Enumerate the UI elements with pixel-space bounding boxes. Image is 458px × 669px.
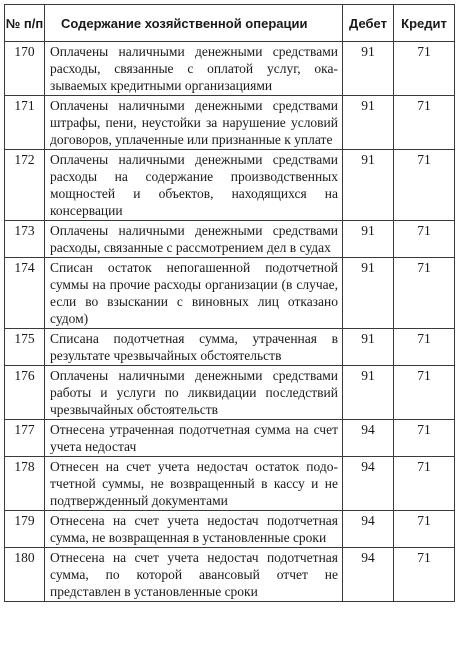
table-row [5, 420, 455, 457]
row-debit: 91 [343, 221, 394, 258]
row-credit: 71 [394, 366, 455, 420]
row-number: 175 [5, 329, 45, 366]
row-number: 171 [5, 96, 45, 150]
row-debit: 91 [343, 42, 394, 96]
row-description: Отнесена утраченная подотчетная сумма на счет учета недостач [45, 420, 343, 457]
row-credit: 71 [394, 258, 455, 329]
row-number: 180 [5, 548, 45, 602]
table-row [5, 150, 455, 221]
row-credit: 71 [394, 221, 455, 258]
row-number: 174 [5, 258, 45, 329]
row-credit: 71 [394, 457, 455, 511]
row-debit: 91 [343, 150, 394, 221]
table-row [5, 511, 455, 548]
header-debit: Дебет [343, 5, 394, 42]
row-credit: 71 [394, 329, 455, 366]
row-description: Списан остаток непогашенной подотчетной суммы на прочие расходы организации (в случае, если во взыскании с виновных лиц отказано судом) [45, 258, 343, 329]
operations-table [4, 4, 455, 602]
row-debit: 91 [343, 96, 394, 150]
row-debit: 91 [343, 329, 394, 366]
row-number: 173 [5, 221, 45, 258]
row-number: 177 [5, 420, 45, 457]
row-description: Оплачены наличными денежными средствами штрафы, пени, неустойки за нарушение условий договоров, уплаченные или признанные к уплате [45, 96, 343, 150]
row-credit: 71 [394, 511, 455, 548]
row-description: Оплачены наличными денежными средствами работы и услуги по ликвидации последствий чрезвычайных обстоятельств [45, 366, 343, 420]
row-number: 176 [5, 366, 45, 420]
header-num: № п/п [5, 5, 45, 42]
table-row [5, 96, 455, 150]
row-description: Оплачены наличными денежными средствами расходы, связанные с оплатой услуг, оказываемых кредитными организациями [45, 42, 343, 96]
table-row [5, 457, 455, 511]
table-row [5, 42, 455, 96]
row-debit: 94 [343, 420, 394, 457]
row-debit: 94 [343, 511, 394, 548]
row-debit: 94 [343, 457, 394, 511]
row-description: Оплачены наличными денежными средствами расходы на содержание производственных мощностей и объектов, находящихся на консервации [45, 150, 343, 221]
table-row [5, 221, 455, 258]
row-credit: 71 [394, 42, 455, 96]
row-debit: 94 [343, 548, 394, 602]
row-credit: 71 [394, 420, 455, 457]
row-description: Отнесен на счет учета недостач остаток подотчетной суммы, не возвращенный в кассу и не подтвержденный документами [45, 457, 343, 511]
row-debit: 91 [343, 366, 394, 420]
header-description: Содержание хозяйственной операции [45, 5, 343, 42]
row-number: 179 [5, 511, 45, 548]
row-number: 178 [5, 457, 45, 511]
table-row [5, 548, 455, 602]
row-number: 170 [5, 42, 45, 96]
row-credit: 71 [394, 548, 455, 602]
table-header-row [5, 5, 455, 42]
row-credit: 71 [394, 96, 455, 150]
table-row [5, 329, 455, 366]
table-row [5, 258, 455, 329]
row-description: Оплачены наличными денежными средствами расходы, связанные с рассмотрением дел в судах [45, 221, 343, 258]
row-description: Отнесена на счет учета недостач подотчетная сумма, не возвращенная в установленные сроки [45, 511, 343, 548]
row-description: Отнесена на счет учета недостач подотчетная сумма, по которой авансовый отчет не представлен в установленные сроки [45, 548, 343, 602]
table-row [5, 366, 455, 420]
row-debit: 91 [343, 258, 394, 329]
row-description: Списана подотчетная сумма, утраченная в результате чрезвычайных обстоятельств [45, 329, 343, 366]
row-number: 172 [5, 150, 45, 221]
header-credit: Кредит [394, 5, 455, 42]
row-credit: 71 [394, 150, 455, 221]
